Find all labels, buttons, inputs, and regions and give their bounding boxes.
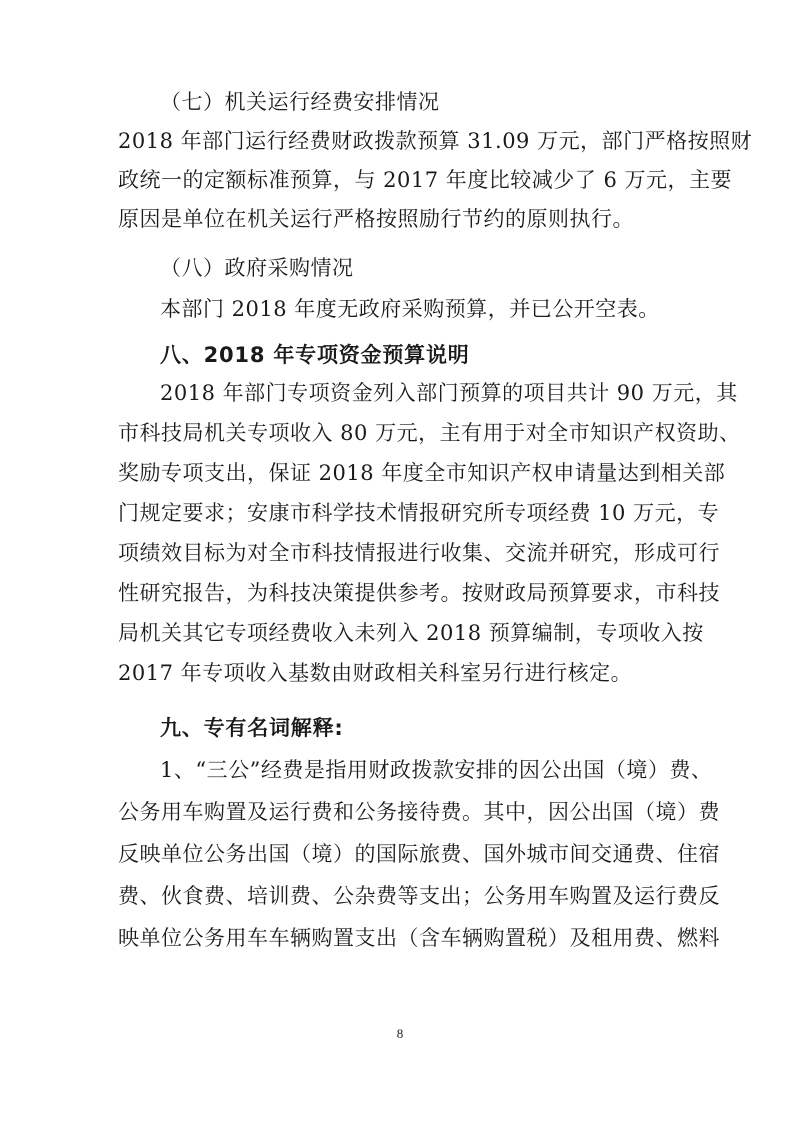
paragraph-line: 局机关其它专项经费收入未列入 2018 预算编制，专项收入按 [118, 621, 704, 645]
paragraph-line: 门规定要求；安康市科学技术情报研究所专项经费 10 万元，专 [118, 501, 720, 525]
page-number: 8 [396, 1026, 404, 1041]
paragraph-line: 映单位公务用车车辆购置支出（含车辆购置税）及租用费、燃料 [118, 926, 720, 950]
paragraph-line: 奖励专项支出，保证 2018 年度全市知识产权申请量达到相关部 [118, 461, 726, 485]
paragraph-line: 公务用车购置及运行费和公务接待费。其中，因公出国（境）费 [118, 800, 720, 824]
paragraph-line: 2018 年部门专项资金列入部门预算的项目共计 90 万元，其 [160, 381, 738, 405]
paragraph-line: 原因是单位在机关运行严格按照励行节约的原则执行。 [118, 207, 634, 231]
paragraph-line: 性研究报告，为科技决策提供参考。按财政局预算要求，市科技 [118, 581, 720, 605]
chapter-heading: 九、专有名词解释: [160, 716, 344, 740]
paragraph-line: 本部门 2018 年度无政府采购预算，并已公开空表。 [160, 297, 660, 321]
paragraph-line: 2018 年部门运行经费财政拨款预算 31.09 万元，部门严格按照财 [118, 129, 753, 153]
section-heading: （七）机关运行经费安排情况 [160, 90, 440, 114]
paragraph-line: 2017 年专项收入基数由财政相关科室另行进行核定。 [118, 661, 633, 685]
paragraph-line: 反映单位公务出国（境）的国际旅费、国外城市间交通费、住宿 [118, 842, 720, 866]
paragraph-line: 项绩效目标为对全市科技情报进行收集、交流并研究，形成可行 [118, 541, 720, 565]
paragraph-line: 政统一的定额标准预算，与 2017 年度比较减少了 6 万元，主要 [118, 168, 733, 192]
paragraph-line: 1、“三公”经费是指用财政拨款安排的因公出国（境）费、 [160, 758, 713, 782]
paragraph-line: 市科技局机关专项收入 80 万元，主有用于对全市知识产权资助、 [118, 421, 741, 445]
section-heading: （八）政府采购情况 [160, 256, 354, 280]
paragraph-line: 费、伙食费、培训费、公杂费等支出；公务用车购置及运行费反 [118, 884, 720, 908]
chapter-heading: 八、2018 年专项资金预算说明 [160, 343, 470, 367]
